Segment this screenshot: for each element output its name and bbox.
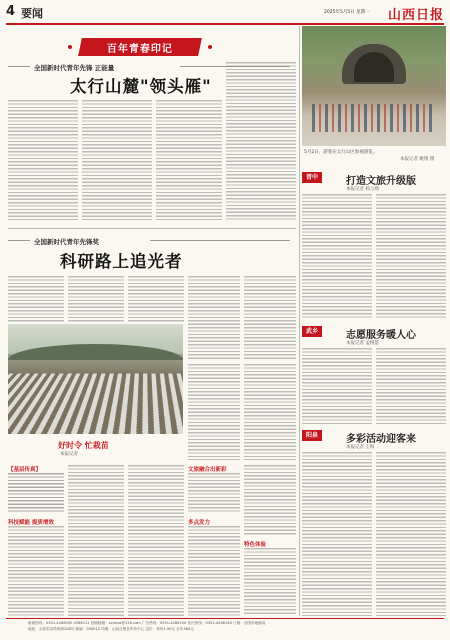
lower-col-5b: [244, 548, 296, 616]
side-title-wuxiang: 志愿服务暖人心: [346, 330, 416, 341]
banner-text: 百年青春印记: [106, 44, 173, 55]
lower-col-2: [68, 465, 124, 616]
banner-dot-left: [68, 45, 72, 49]
side-wuxiang-col-2: [376, 348, 446, 424]
article-mid-col-2: [68, 276, 124, 322]
photo-seedling-planting: [8, 324, 183, 434]
footer-line-1: 新闻热线：0351-4286000 4286111 投稿邮箱：sxrbxw@126.com 广告热线：0351-4286100 发行热线：0351-4286163 订阅：全国各地邮局: [28, 621, 266, 625]
side-byline-wuxiang: 本报记者 孟格慧: [346, 341, 379, 346]
side-tag-jinzhong: 晋中: [302, 172, 322, 183]
lower-col-4b: [188, 526, 240, 616]
article-mid-col-4: [188, 276, 240, 360]
lower-col-5a: [244, 465, 296, 535]
side-title-jinzhong: 打造文旅升级版: [346, 176, 416, 187]
side-head-yangquan: [302, 430, 446, 445]
article-top-col-2: [82, 100, 152, 220]
article-mid-headline: 科研路上追光者: [60, 252, 183, 271]
article-divider: [8, 228, 296, 229]
side-yangquan-col-2: [376, 452, 446, 616]
side-head-jinzhong: [302, 172, 446, 187]
side-byline-jinzhong: 本报记者 杨云绵: [346, 187, 379, 192]
center-sub-3: 特色体验: [244, 542, 267, 548]
lower-col-1a: [8, 473, 64, 513]
article-mid-kicker: 全国新时代青年先锋奖: [34, 238, 99, 246]
issue-date: 2025年5月5日 星期一: [324, 10, 370, 15]
photo-top-caption: 5月2日，游客在太行山区参观游览。: [304, 150, 378, 155]
lower-col-3: [128, 465, 184, 616]
center-sub-1: 文旅融合出新彩: [188, 467, 227, 473]
visitors-crowd: [312, 104, 436, 132]
page-number: 4: [6, 4, 16, 19]
article-mid-col-1: [8, 276, 64, 322]
footer-line-2: 地址：太原市双塔西街108号 邮编：030012 印刷：山西日报社印务中心 定价：每份1.50元 全年360元: [28, 627, 194, 631]
article-mid-col-7: [244, 364, 296, 460]
masthead-rule: [6, 23, 444, 25]
kicker-mid-line-left: [8, 240, 30, 241]
photo-cave-scenery: [302, 26, 446, 146]
side-tag-wuxiang: 武乡: [302, 326, 322, 337]
side-title-yangquan: 多彩活动迎客来: [346, 434, 416, 445]
banner-dot-right: [208, 45, 212, 49]
side-tag-yangquan: 阳泉: [302, 430, 322, 441]
paper-logo: 山西日报: [387, 8, 444, 23]
photo-mid-byline: 本报记者: [60, 452, 78, 457]
footer-rule: [6, 618, 444, 619]
article-mid-col-6: [188, 364, 240, 460]
section-name: 要闻: [21, 7, 43, 20]
kicker-line-left: [8, 66, 30, 67]
side-byline-yangquan: 本报记者 王海: [346, 445, 375, 450]
article-mid-col-5: [244, 276, 296, 360]
column-divider-right: [299, 26, 300, 616]
article-top-headline: 太行山麓"领头雁": [70, 77, 212, 96]
article-mid-col-3: [128, 276, 184, 322]
center-sub-2: 多点发力: [188, 520, 211, 526]
footer: [28, 620, 438, 632]
side-wuxiang-col-1: [302, 348, 372, 424]
side-head-wuxiang: [302, 326, 446, 341]
left-sub-tag: 【基层传真】: [8, 467, 42, 473]
photo-mid-title: 好时令 忙栽苗: [58, 441, 109, 450]
side-jinzhong-col-1: [302, 194, 372, 320]
kicker-mid-line-right: [150, 240, 290, 241]
article-top-kicker: 全国新时代青年先锋 正能量: [34, 64, 115, 72]
lower-col-4a: [188, 473, 240, 513]
masthead: [6, 3, 444, 23]
article-top-col-4: [226, 62, 296, 220]
left-sub-headline: 科技赋能 提质增效: [8, 520, 54, 526]
side-yangquan-col-1: [302, 452, 372, 616]
side-jinzhong-col-2: [376, 194, 446, 320]
section-banner: [78, 38, 202, 56]
lower-col-1b: [8, 526, 64, 616]
field-rows: [8, 374, 183, 434]
photo-top-byline: 本报记者 姚翔 摄: [400, 157, 435, 162]
article-top-col-1: [8, 100, 78, 220]
article-top-col-3: [156, 100, 222, 220]
